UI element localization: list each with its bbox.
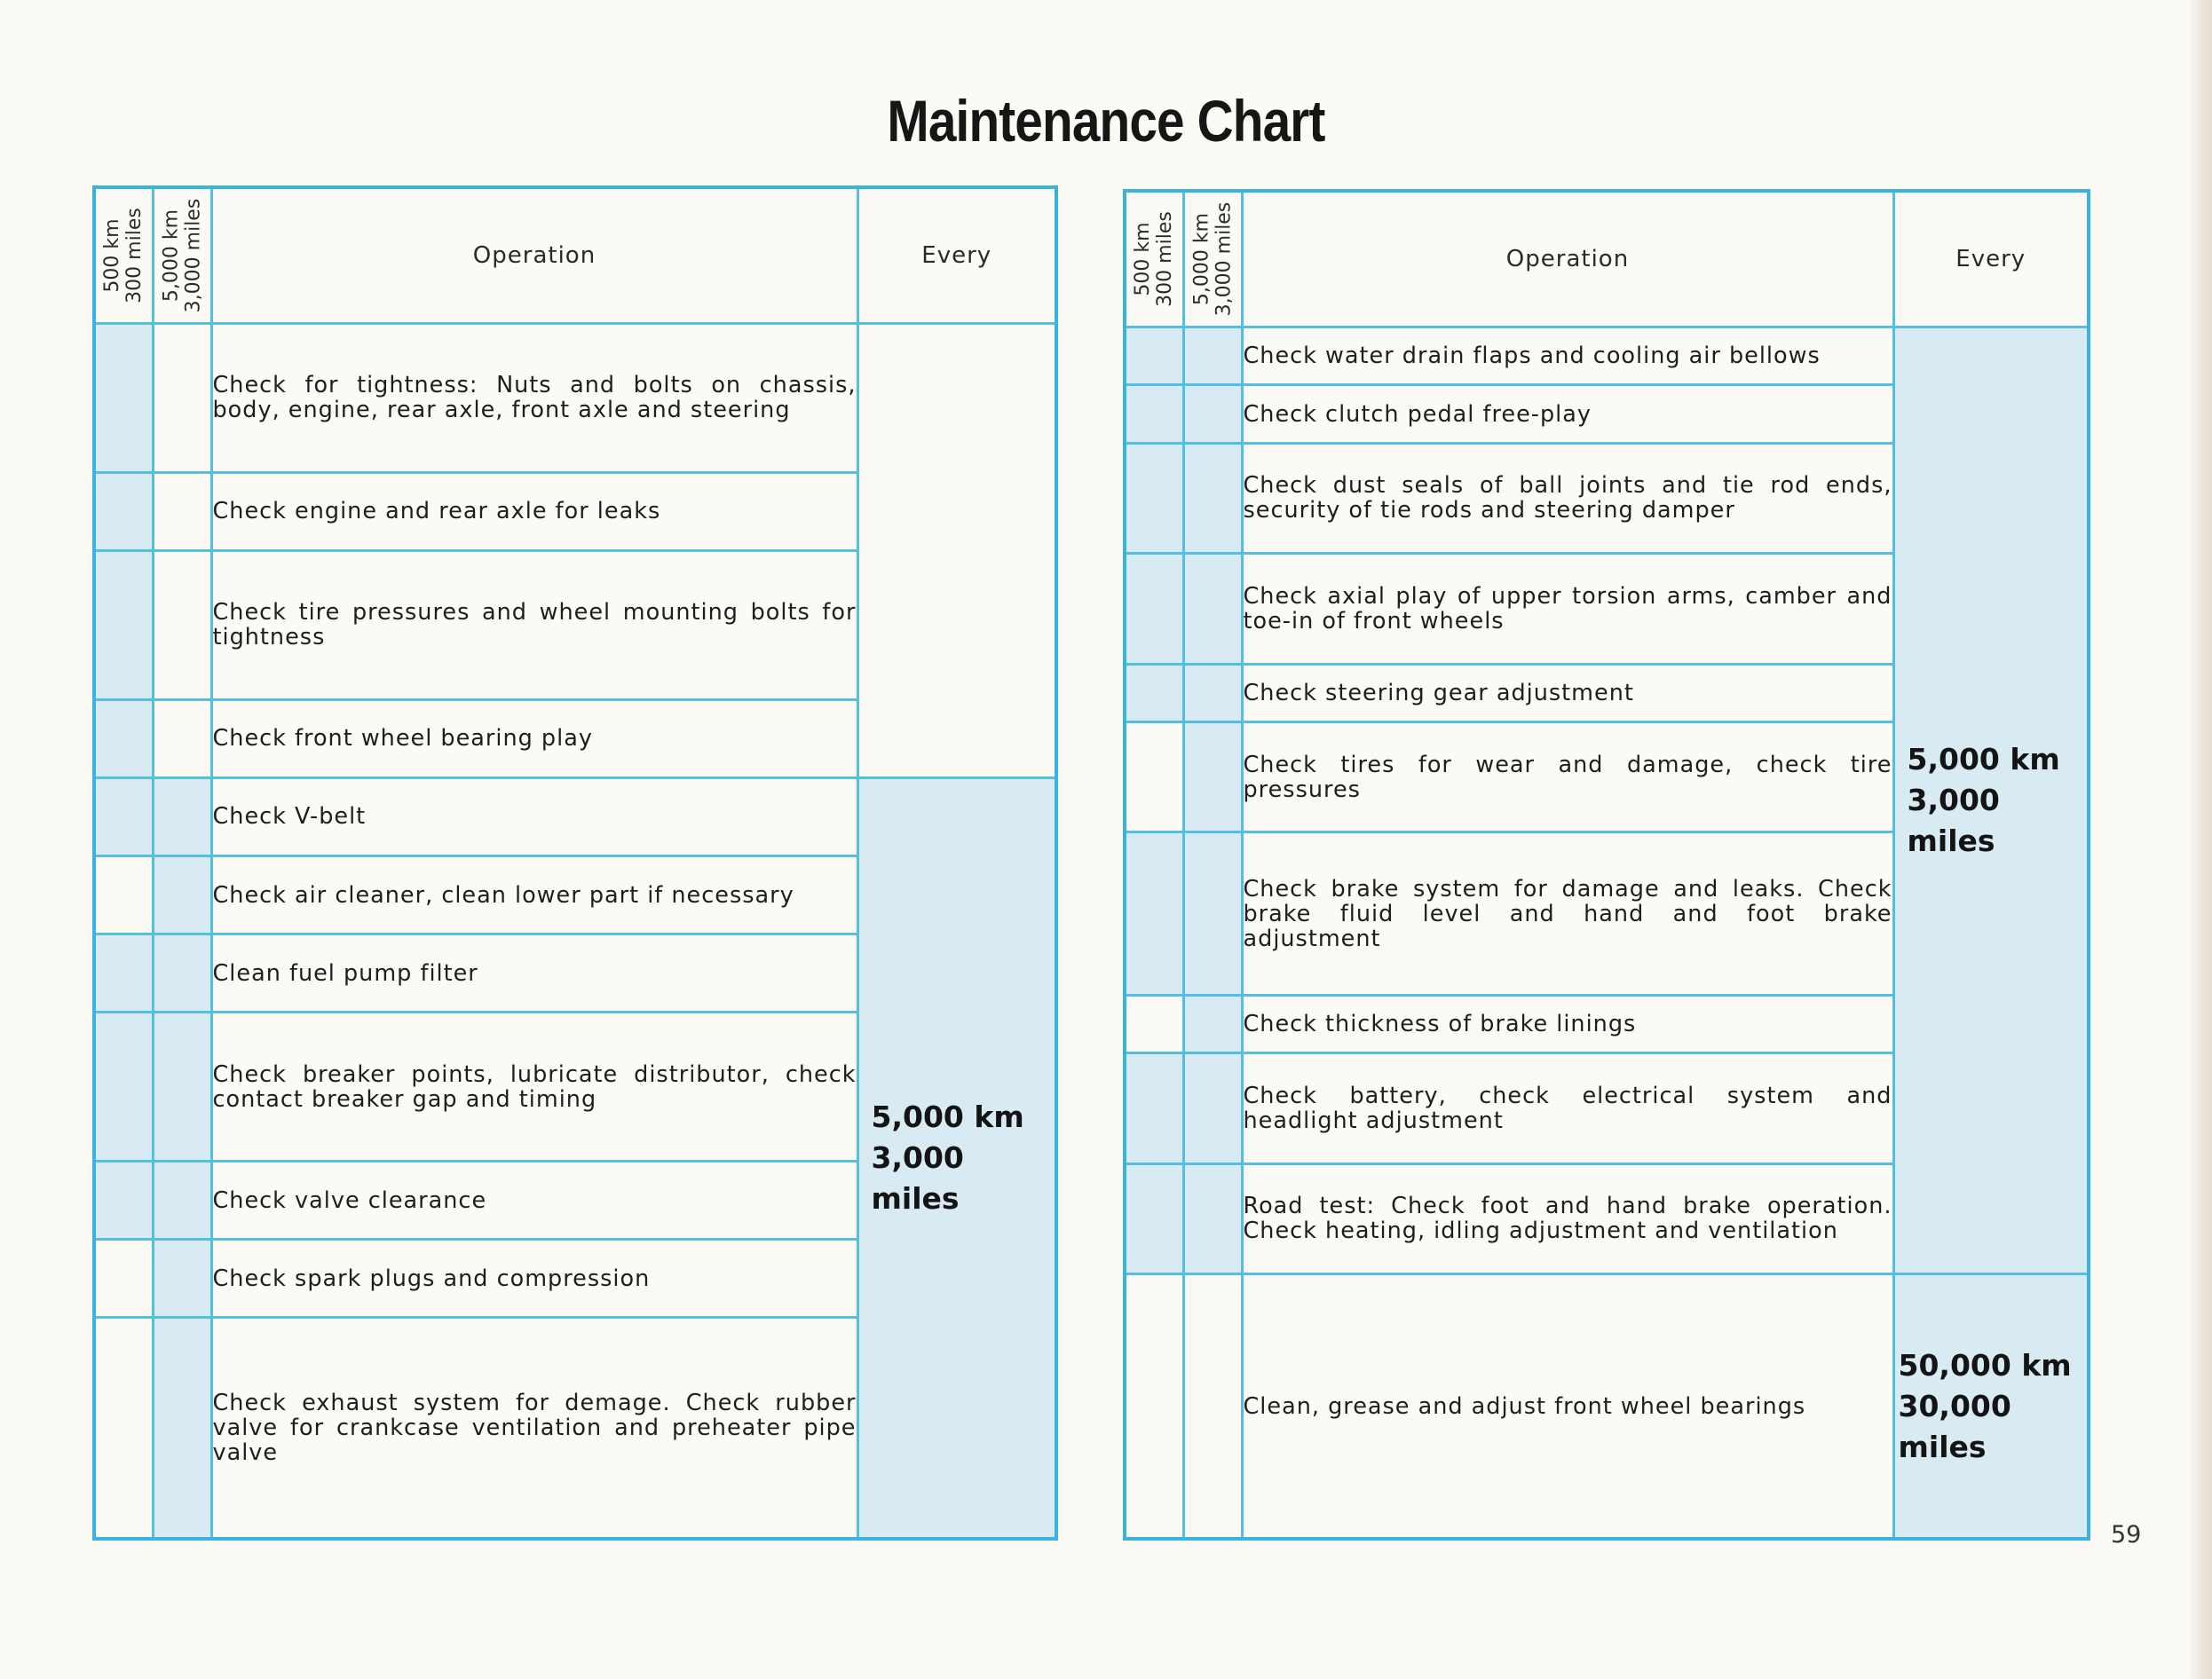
mark-500km bbox=[1125, 664, 1183, 721]
mark-5000km bbox=[153, 1013, 211, 1162]
table-row bbox=[1125, 327, 2089, 385]
operation-cell: Check tires for wear and damage, check tire pressures bbox=[1242, 721, 1893, 832]
mark-5000km bbox=[1183, 1053, 1242, 1163]
operation-cell: Check tire pressures and wheel mounting bolts for tightness bbox=[211, 550, 857, 699]
mark-5000km bbox=[1183, 1274, 1242, 1539]
every-cell-5000km bbox=[857, 777, 1056, 1539]
interval-miles: 30,000 miles bbox=[1898, 1388, 2011, 1464]
mark-5000km bbox=[1183, 1163, 1242, 1273]
operation-cell: Check exhaust system for demage. Check rubber valve for crankcase ventilation and preheater pipe valve bbox=[211, 1318, 857, 1539]
mark-500km bbox=[1125, 721, 1183, 832]
operation-cell: Check front wheel bearing play bbox=[211, 699, 857, 777]
header-500km-line2: 300 miles bbox=[123, 208, 146, 303]
header-500km-line1: 500 km bbox=[1132, 222, 1155, 296]
operation-cell: Check valve clearance bbox=[211, 1162, 857, 1240]
mark-500km bbox=[94, 856, 153, 934]
mark-5000km bbox=[153, 1162, 211, 1240]
mark-500km bbox=[1125, 385, 1183, 443]
header-operation: Operation bbox=[1242, 191, 1893, 327]
page-edge-shadow bbox=[2185, 0, 2212, 1679]
operation-cell: Check clutch pedal free-play bbox=[1242, 385, 1893, 443]
mark-500km bbox=[1125, 832, 1183, 995]
mark-500km bbox=[1125, 327, 1183, 385]
mark-5000km bbox=[1183, 832, 1242, 995]
mark-500km bbox=[1125, 995, 1183, 1052]
operation-cell: Check for tightness: Nuts and bolts on chassis, body, engine, rear axle, front axle and steering bbox=[211, 324, 857, 473]
mark-500km bbox=[94, 699, 153, 777]
mark-500km bbox=[94, 324, 153, 473]
operation-cell: Road test: Check foot and hand brake operation. Check heating, idling adjustment and ventilation bbox=[1242, 1163, 1893, 1273]
mark-5000km bbox=[1183, 664, 1242, 721]
maintenance-table-left bbox=[92, 185, 1058, 1541]
header-5000km bbox=[153, 187, 211, 324]
header-5000km bbox=[1183, 191, 1242, 327]
mark-500km bbox=[1125, 443, 1183, 553]
mark-500km bbox=[94, 1162, 153, 1240]
operation-cell: Check spark plugs and compression bbox=[211, 1240, 857, 1318]
mark-500km bbox=[94, 1013, 153, 1162]
operation-cell: Check steering gear adjustment bbox=[1242, 664, 1893, 721]
operation-cell: Check water drain flaps and cooling air bellows bbox=[1242, 327, 1893, 385]
operation-cell: Check brake system for damage and leaks. Check brake fluid level and hand and foot brake adjustment bbox=[1242, 832, 1893, 995]
table-header-row bbox=[1125, 191, 2089, 327]
mark-5000km bbox=[153, 472, 211, 550]
mark-5000km bbox=[153, 856, 211, 934]
every-cell-blank bbox=[857, 324, 1056, 778]
mark-5000km bbox=[1183, 554, 1242, 664]
header-5000km-line1: 5,000 km bbox=[160, 209, 183, 303]
table-row bbox=[94, 777, 1056, 855]
header-500km bbox=[1125, 191, 1183, 327]
mark-5000km bbox=[1183, 995, 1242, 1052]
header-500km-line2: 300 miles bbox=[1154, 211, 1177, 307]
mark-500km bbox=[1125, 1274, 1183, 1539]
table-header-row bbox=[94, 187, 1056, 324]
mark-500km bbox=[94, 550, 153, 699]
interval-miles: 3,000 miles bbox=[1907, 783, 2000, 859]
mark-5000km bbox=[1183, 385, 1242, 443]
operation-cell: Check dust seals of ball joints and tie rod ends, security of tie rods and steering damper bbox=[1242, 443, 1893, 553]
mark-5000km bbox=[1183, 721, 1242, 832]
page-number: 59 bbox=[2111, 1521, 2142, 1549]
operation-cell: Check breaker points, lubricate distributor, check contact breaker gap and timing bbox=[211, 1013, 857, 1162]
header-5000km-line2: 3,000 miles bbox=[182, 198, 205, 313]
operation-cell: Check air cleaner, clean lower part if necessary bbox=[211, 856, 857, 934]
every-cell-50000km bbox=[1893, 1274, 2089, 1539]
page-title: Maintenance Chart bbox=[887, 88, 1325, 154]
header-500km bbox=[94, 187, 153, 324]
mark-5000km bbox=[153, 324, 211, 473]
operation-cell: Check battery, check electrical system and headlight adjustment bbox=[1242, 1053, 1893, 1163]
mark-5000km bbox=[1183, 443, 1242, 553]
mark-500km bbox=[94, 934, 153, 1013]
operation-cell: Check V-belt bbox=[211, 777, 857, 855]
mark-500km bbox=[94, 1318, 153, 1539]
interval-km: 50,000 km bbox=[1898, 1347, 2072, 1383]
mark-5000km bbox=[153, 699, 211, 777]
mark-5000km bbox=[153, 934, 211, 1013]
header-5000km-line1: 5,000 km bbox=[1190, 212, 1213, 306]
maintenance-table-right bbox=[1123, 189, 2090, 1541]
mark-500km bbox=[94, 472, 153, 550]
interval-miles: 3,000 miles bbox=[871, 1139, 964, 1216]
mark-500km bbox=[1125, 1163, 1183, 1273]
mark-5000km bbox=[1183, 327, 1242, 385]
operation-cell: Clean fuel pump filter bbox=[211, 934, 857, 1013]
table-row bbox=[94, 324, 1056, 473]
header-every: Every bbox=[1893, 191, 2089, 327]
operation-cell: Check thickness of brake linings bbox=[1242, 995, 1893, 1052]
mark-500km bbox=[1125, 1053, 1183, 1163]
mark-500km bbox=[1125, 554, 1183, 664]
mark-5000km bbox=[153, 550, 211, 699]
operation-cell: Clean, grease and adjust front wheel bearings bbox=[1242, 1274, 1893, 1539]
mark-500km bbox=[94, 1240, 153, 1318]
header-5000km-line2: 3,000 miles bbox=[1213, 201, 1236, 317]
operation-cell: Check engine and rear axle for leaks bbox=[211, 472, 857, 550]
mark-5000km bbox=[153, 777, 211, 855]
mark-5000km bbox=[153, 1318, 211, 1539]
table-row bbox=[1125, 1274, 2089, 1539]
header-operation: Operation bbox=[211, 187, 857, 324]
interval-km: 5,000 km bbox=[1907, 742, 2060, 777]
interval-km: 5,000 km bbox=[871, 1099, 1024, 1134]
every-cell-5000km bbox=[1893, 327, 2089, 1274]
operation-cell: Check axial play of upper torsion arms, camber and toe-in of front wheels bbox=[1242, 554, 1893, 664]
header-500km-line1: 500 km bbox=[101, 218, 124, 293]
mark-5000km bbox=[153, 1240, 211, 1318]
header-every: Every bbox=[857, 187, 1056, 324]
mark-500km bbox=[94, 777, 153, 855]
